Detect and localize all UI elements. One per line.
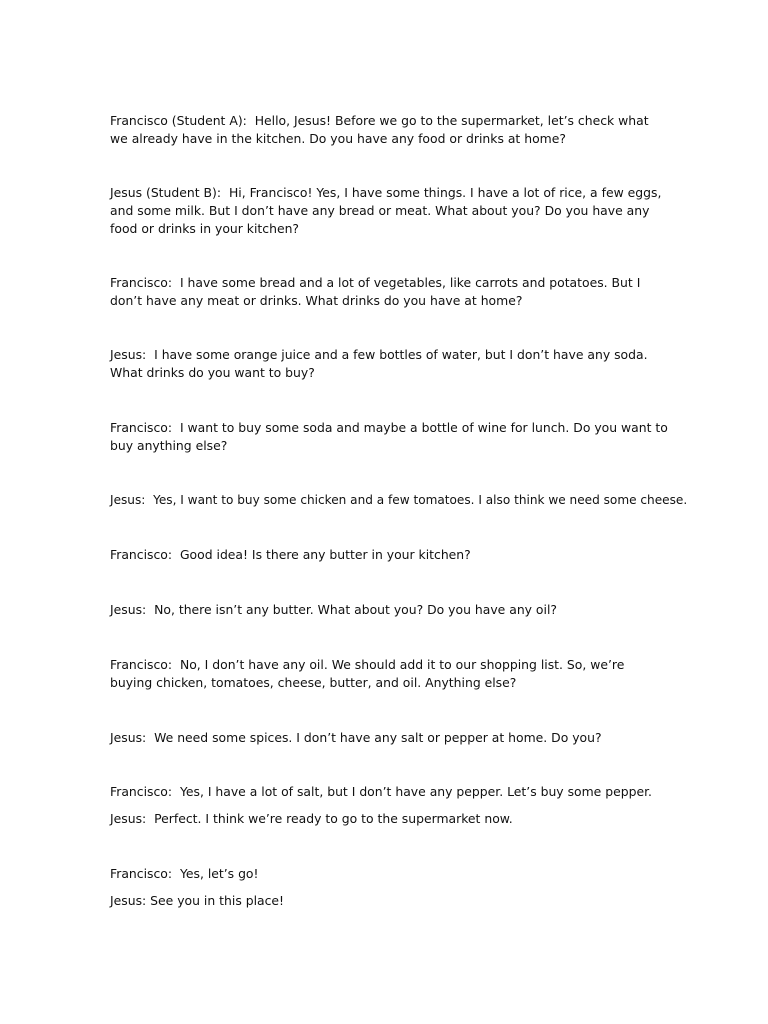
dialogue-line [110, 419, 670, 455]
dialogue-text: No, I don’t have any oil. We should add it to our shopping list. So, we’re buying chicken, tomatoes, cheese, butter, and oil. Anything else? [110, 657, 625, 690]
speaker-name: Jesus: [110, 347, 147, 362]
speaker-name: Francisco: [110, 784, 173, 799]
dialogue-text: See you in this place! [150, 893, 285, 908]
dialogue-line [110, 783, 710, 801]
dialogue-line [110, 184, 670, 238]
dialogue-text: No, there isn’t any butter. What about you? Do you have any oil? [154, 602, 557, 617]
speaker-name: Jesus: [110, 602, 147, 617]
dialogue-text: Hi, Francisco! Yes, I have some things. I have a lot of rice, a few eggs, and some milk. But I don’t have any bread or meat. What about you? Do you have any food or drinks in your kitchen? [110, 185, 662, 236]
dialogue-line [110, 892, 670, 910]
speaker-name: Francisco: [110, 866, 173, 881]
dialogue-line [110, 112, 670, 148]
dialogue-text: I have some bread and a lot of vegetables, like carrots and potatoes. But I don’t have any meat or drinks. What drinks do you have at home? [110, 275, 641, 308]
speaker-name: Francisco: [110, 420, 173, 435]
speaker-name: Francisco (Student A): [110, 113, 247, 128]
speaker-name: Francisco: [110, 547, 173, 562]
dialogue-text: Perfect. I think we’re ready to go to the supermarket now. [154, 811, 513, 826]
speaker-name: Francisco: [110, 275, 173, 290]
speaker-name: Jesus (Student B): [110, 185, 222, 200]
dialogue-line [110, 810, 670, 828]
dialogue-line [110, 601, 670, 619]
dialogue-line [110, 729, 670, 747]
dialogue-text: Yes, let’s go! [179, 866, 259, 881]
speaker-name: Jesus: [110, 811, 147, 826]
dialogue-text: Hello, Jesus! Before we go to the supermarket, let’s check what we already have in the kitchen. Do you have any food or drinks at home? [110, 113, 649, 146]
dialogue-text: I want to buy some soda and maybe a bottle of wine for lunch. Do you want to buy anything else? [110, 420, 668, 453]
speaker-name: Jesus: [110, 893, 147, 908]
speaker-name: Jesus: [110, 730, 147, 745]
dialogue-text: We need some spices. I don’t have any salt or pepper at home. Do you? [154, 730, 602, 745]
dialogue-text: Good idea! Is there any butter in your kitchen? [179, 547, 471, 562]
dialogue-line [110, 546, 670, 564]
dialogue-line [110, 865, 670, 883]
dialogue-text: I have some orange juice and a few bottles of water, but I don’t have any soda. What drinks do you want to buy? [110, 347, 648, 380]
speaker-name: Jesus: [110, 493, 146, 507]
dialogue-line [110, 274, 670, 310]
dialogue-line [110, 656, 670, 692]
dialogue-text: Yes, I want to buy some chicken and a few tomatoes. I also think we need some cheese. [153, 493, 688, 507]
dialogue-text: Yes, I have a lot of salt, but I don’t have any pepper. Let’s buy some pepper. [179, 784, 652, 799]
dialogue-line [110, 346, 670, 382]
speaker-name: Francisco: [110, 657, 173, 672]
dialogue-line [110, 491, 710, 509]
